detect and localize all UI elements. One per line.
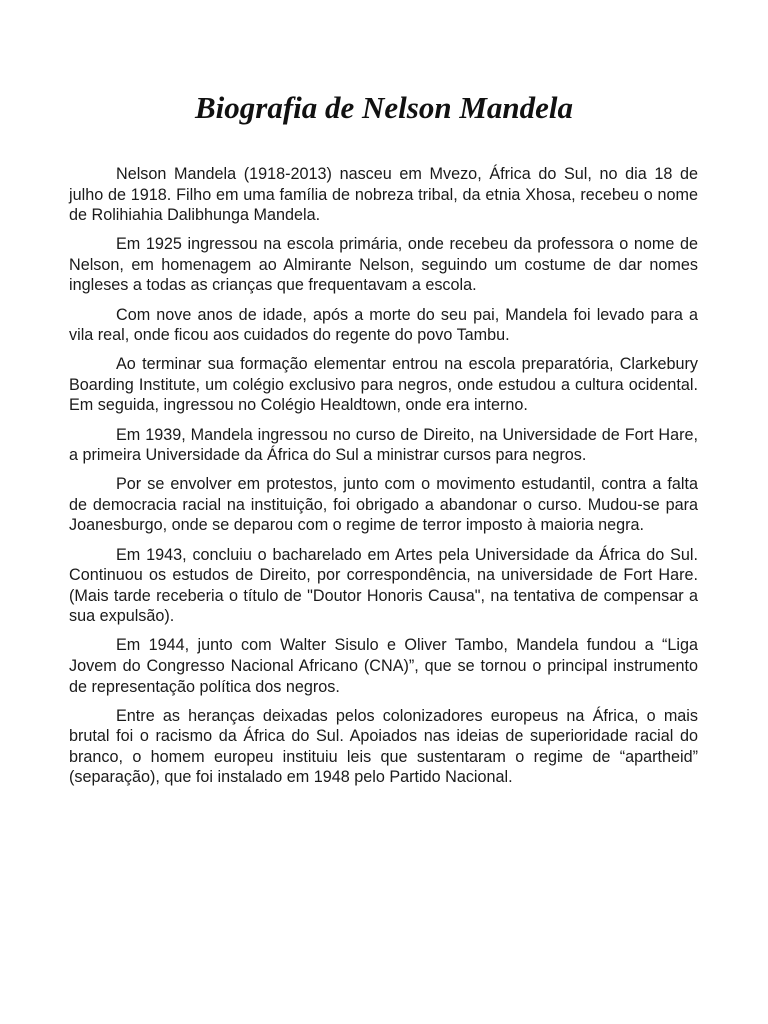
paragraph-youth-league: Em 1944, junto com Walter Sisulo e Oliver Tambo, Mandela fundou a “Liga Jovem do Congresso Nacional Africano (CNA)”, que se tornou o principal instrumento de representação política dos negros. — [69, 636, 698, 696]
paragraph-birth: Nelson Mandela (1918-2013) nasceu em Mvezo, África do Sul, no dia 18 de julho de 1918. Filho em uma família de nobreza tribal, da etnia Xhosa, recebeu o nome de Rolihiahia Dalibhunga Mandela. — [69, 165, 698, 225]
document-title: Biografia de Nelson Mandela — [194, 90, 574, 125]
paragraph-royal-village: Com nove anos de idade, após a morte do seu pai, Mandela foi levado para a vila real, onde ficou aos cuidados do regente do povo Tambu. — [69, 305, 698, 345]
paragraph-law-course: Em 1939, Mandela ingressou no curso de Direito, na Universidade de Fort Hare, a primeira Universidade da África do Sul a ministrar cursos para negros. — [69, 425, 698, 465]
paragraph-protests: Por se envolver em protestos, junto com o movimento estudantil, contra a falta de democracia racial na instituição, foi obrigado a abandonar o curso. Mudou-se para Joanesburgo, onde se deparou com o regime de terror imposto à maioria negra. — [69, 475, 698, 535]
paragraph-bachelor-degree: Em 1943, concluiu o bacharelado em Artes pela Universidade da África do Sul. Continuou os estudos de Direito, por correspondência, na universidade de Fort Hare. (Mais tarde receberia o título de "Doutor Honoris Causa", na tentativa de compensar a sua expulsão). — [69, 545, 698, 626]
paragraph-preparatory-school: Ao terminar sua formação elementar entrou na escola preparatória, Clarkebury Boarding Institute, um colégio exclusivo para negros, onde estudou a cultura ocidental. Em seguida, ingressou no Colégio Healdtown, onde era interno. — [69, 355, 698, 415]
paragraph-primary-school: Em 1925 ingressou na escola primária, onde recebeu da professora o nome de Nelson, em homenagem ao Almirante Nelson, seguindo um costume de dar nomes ingleses a todas as crianças que frequentavam a escola. — [69, 235, 698, 295]
document-body — [69, 164, 698, 797]
paragraph-apartheid: Entre as heranças deixadas pelos colonizadores europeus na África, o mais brutal foi o racismo da África do Sul. Apoiados nas ideias de superioridade racial do branco, o homem europeu instituiu leis que sustentaram o regime de “apartheid” (separação), que foi instalado em 1948 pelo Partido Nacional. — [69, 706, 698, 787]
